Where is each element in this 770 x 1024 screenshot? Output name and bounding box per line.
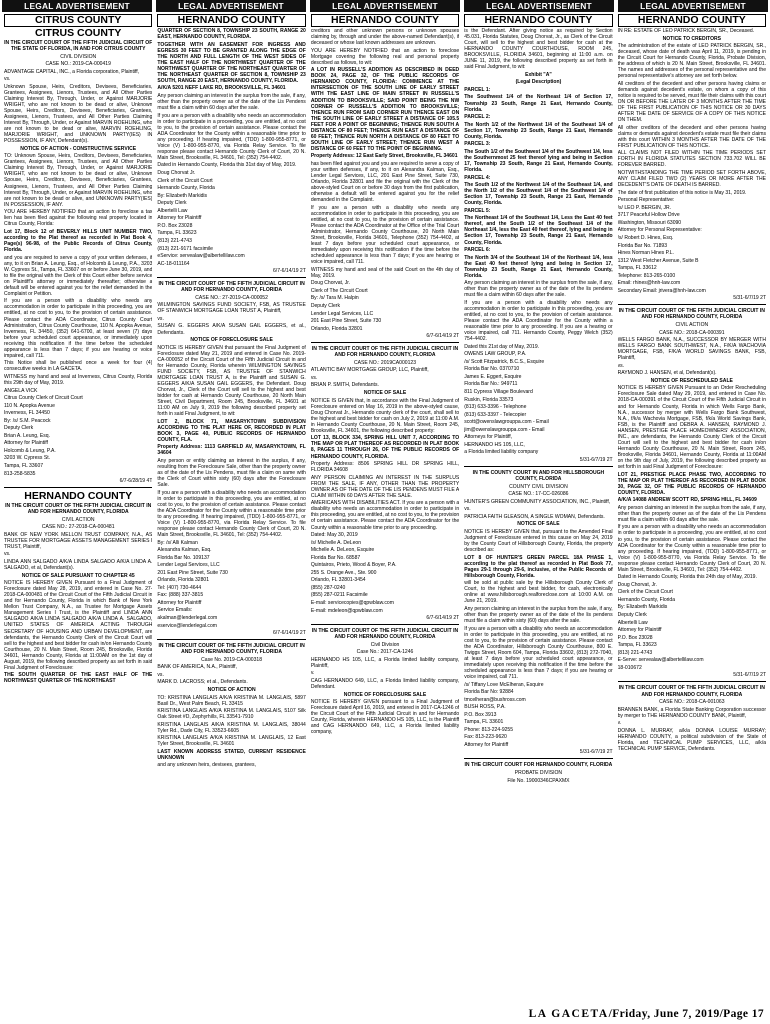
publication-dates: 6/7-6/14/19 2T [426,615,460,622]
signature-line: E-Serve: servealaw@albertellilaw.com [617,657,704,664]
signature-line: P.O. Box 23028 [157,222,193,229]
notice-paragraph: WITNESS my hand and seal at Inverness, Citrus County, Florida this 29th day of May, 2019. [4,373,153,386]
legal-description: Property Address: 1113 GARFIELD AV, MASARYKTOWN, FL 34604 [157,444,306,457]
notice-heading: IN THE CIRCUIT COURT OF THE FIFTH JUDICIAL CIRCUIT OF THE STATE OF FLORIDA, IN AND FOR CITRUS COUNTY [4,40,153,53]
legal-description: LOT 13, BLOCK 334, SPRING HILL UNIT 7, ACCORDING TO THE MAP OR PLAT THEREOF AS RECORDED IN PLAT BOOK 8, PAGES 11 THROUGH 26, OF THE PUBLIC RECORDS OF HERNANDO COUNTY, FLORIDA. [310,435,460,460]
notice-paragraph: YOU ARE HEREBY NOTIFIED that an action to foreclose Mortgage covering the following real and personal property described as follows, to wit: [310,47,460,66]
notice-heading: NOTICE OF SALE [517,521,560,528]
signature-line: By: /s/ Alli Kalman [157,539,198,546]
notice-paragraph: WILMINGTON SAVINGS FUND SOCIETY, FSB, AS TRUSTEE OF STANWICH MORTGAGE LOAN TRUST A, Plaintiff, [157,302,306,315]
signature-line: By: Elizabeth Markidis [157,192,208,199]
notice-paragraph: WITNESS my hand and seal of the said Court on the 4th day of May, 2019. [310,266,460,279]
notice-heading: NOTICE OF ACTION - CONSTRUCTIVE SERVICE [20,145,137,152]
notice-paragraph: Dated this 21st day of May, 2019. [464,343,540,350]
signature-line: (813) 221-4743 [157,237,192,244]
signature-line: P.O. Box 23028 [617,634,653,641]
signature-line: 255 S. Orange Ave., Ste. 900 [310,569,377,576]
legal-description: LOT 8 OF HUNTER'S GREEN PARCEL 18A PHASE 1, according to the plat thereof as recorded in Plat Book 77, Pages 29-1 through 29-6, inclusive, of the Public Records of Hillsborough County, Florida. [464,554,613,579]
notice-paragraph: and any unknown heirs, devisees, grantees, [157,762,256,769]
case-info: Case No. 2019-CA-000318 [201,656,263,663]
signature-line: Florida Bar No. 68587 [310,554,361,561]
legal-description: QUARTER OF SECTION 8, TOWNSHIP 23 SOUTH, RANGE 20 EAST, HERNANDO COUNTY, FLORIDA. [157,28,306,41]
case-info: CASE NO.: 2019CA000123 [354,359,417,366]
notice-heading: IN THE CIRCUIT COURT FOR HERNANDO COUNTY, FLORIDA [464,762,613,769]
case-info: CIVIL ACTION [675,321,709,328]
notice-divider [618,304,766,305]
signature-line: (813) 633-3396 - Telephone [464,404,527,411]
notice-paragraph: KRISTINA LANGLAIS A/K/A KRISTINA M. LANGLAIS, 38044 Tyler Rd., Dade City, FL 33523-6605 [157,721,306,734]
notice-divider [618,681,766,682]
notice-heading: IN THE CIRCUIT COURT OF THE FIFTH JUDICIAL CIRCUIT IN AND FOR HERNANDO COUNTY, FLORIDA [311,346,459,359]
signature-line: E-mail: servicecopies@qpwblaw.com [310,599,394,606]
notice-paragraph: creditors and other unknown persons or unknown spouses claiming by, through and under the above-named Defendant(s), if deceased or whose last known addresses are unknown. [310,28,460,47]
notice-paragraph: If you are a person with a disability who needs an accommodation in order to participate in a proceeding, you are entitled, at no cost to you, to the provision of certain assistance. Please contact the ADA Coordinator for the County within a reasonable time prior to any proceeding. If hearing impaired, (TDD) 1-800-955-8771, or Voice (V) 1-800-955-8770, via Florida Relay Service. To file response please contact Hernando County Clerk of Court, 20 N. Main Street, Brooksville, FL 34601, Tel: (352) 754-4402. [617,524,767,573]
notice-paragraph: TO: Unknown Spouse, Heirs, Creditors, Devisees, Beneficiaries, Grantees, Assignees, Lienors, Trustees, and All Other Parties Claiming Interest By, Through, Under, or Against MARJORIE WRIGHT, who are not known to be dead or alive, Unknown Spouse, Heirs, Creditors, Devisees, Beneficiaries, Grantees, Assignees, Lienors, Trustees, and All Other Parties Claiming Interest By, Through, Under, or Against MARVIN ROEHLING, who are not known to be dead or alive, and UNKNOWN PARTY(IES) IN POSSESSION, IF ANY. [4,153,153,208]
notice-divider [157,639,305,640]
notice-paragraph: vs. [310,374,318,381]
notice-paragraph: v. [310,670,315,677]
case-info: CASE NO.: 2019-CA-000419 [45,61,111,68]
signature-line: Attorney for Plaintiff [4,440,48,447]
legal-description: PARCEL 1: [464,86,491,93]
signature-line: Ruskin, Florida 33573 [464,396,514,403]
footer-date-page: /Friday, June 7, 2019/Page 17 [608,1008,764,1020]
signature-line: Fax: (888) 337-3815 [157,592,204,599]
notice-paragraph: If you are a person with a disability who needs an accommodation in order to participate in this proceeding, you are entitled, at no cost to you, to the provision of certain assistance. Please contact the ADA Coordinator for the County within a reasonable time prior to any proceeding. If hearing impaired, (TDD) 1-800-955-8771, or Voice (V) 1-800-955-8770, via Florida Relay Service. To file response please contact Hernando County Clerk of Court, 20 N. Main Street, Brooksville, FL 34601, Tel: (352) 754-4402. [157,489,306,539]
case-info: CASE NO.: 27-2018-CA-000481 [41,524,115,531]
legal-description: LOT 2, BLOCK 71, MASARYKTOWN SUBDIVISION ACCORDING TO THE PLAT HERE OF, RECORDED IN PLAT BOOK 3, PAGE 40, PUBLIC RECORDS OF HERNANDO COUNTY, FLA. [157,418,306,443]
signature-line: Hines Norman Hines P.L. [617,250,674,257]
notice-heading: NOTICE OF SALE PURSUANT TO CHAPTER 45 [21,572,135,579]
notice-divider [311,342,459,343]
signature-line: Deputy Clerk [157,200,187,207]
legal-description: Lot 17, Block 12 of BEVERLY HILLS UNIT NUMBER TWO, according to the Plat thereof as recorded in Plat Book 4, Page(s) 96-98, of the Public Records of Citrus County, Florida. [4,228,153,253]
legal-description: The Northeast 1/4 of the Southeast 1/4, Less the East 40 feet thereof, and the South 1/2 of the Southeast 1/4 of the Northeast 1/4, less the East 40 feet thereof, lying and being in Section 17, Township 23 South, Range 21 East, Hernando County, Florida. [464,215,613,246]
case-info: Case No.: 2017-CA-1246 [356,649,414,656]
signature-line: 201 East Pine Street, Suite 730 [310,318,382,325]
notice-paragraph: and you are required to serve a copy of your written defenses, if any, to it on Brian A. Leung, Esq., of Holcomb & Leung, P.A., 3203 W. Cypress St., Tampa, FL 33607 on or before June 30, 2019, and to file the original with the Clerk of this Court either before service on Plaintiff's attorney or immediately thereafter; otherwise a default will be entered against you for the relief demanded in the Complaint or Petition. [4,254,153,297]
signature-line: HERNANDO HS 105, LLC, [464,441,525,448]
publication-dates: 5/31-6/7/19 2T [579,456,613,463]
signature-line: eService: servealaw@albertellilaw.com [157,253,245,260]
county-heading: CITRUS COUNTY [35,27,122,39]
notice-heading: NOTICE OF RESCHEDULED SALE [650,377,733,384]
notice-paragraph: BRIAN P. SMITH, Defendants. [310,382,379,389]
notice-heading: NOTICE OF FORECLOSURE SALE [190,337,273,344]
notice-divider [311,624,459,625]
signature-line: Attorney for Plaintiff [157,215,202,222]
case-info: CIVIL DIVISION [60,53,97,60]
signature-line: Tampa, FL 33612 [617,265,657,272]
notice-paragraph: CAG HERNANDO 649, LLC, a Florida limited liability company, Defendant. [310,677,460,690]
notice-paragraph: NOTICE IS HEREBY GIVEN Pursuant to a Final Judgment of Foreclosure dated May 28, 2019, and entered in Case No. 27-2018-CA-000481 of the Circuit Court of the Fifth Judicial Circuit in and for Hernando County, Florida in which Bank of New York Mellon Trust Company, N.A., as Trustee for Mortgage Assets Management Series I Trust, is the Plaintiff and LINDA ANN SALGADO A/K/A LINDA SALGADO A/K/A LINDA A. SALGADO, UNITED STATES OF AMERICA ACTING THROUGH SECRETARY OF HOUSING AND URBAN DEVELOPMENT, are defendants, the Hernando County Clerk of the Circuit Court will sell to the highest and best bidder for cash in/on Hernando County Courthouse, 20 N. Main Street, Room 245, Brooksville, Florida 34601, Hernando County, Florida at 11:00AM on the 1st day of August, 2019, the following described property as set forth in said Final Judgment of Foreclosure: [4,580,153,671]
signature-line: Florida Bar No. 0370710 [464,366,520,373]
columns [0,14,770,1004]
signature-line: James E. Eggert, Esquire [464,373,522,380]
signature-line: Service Emails: [157,607,193,614]
notice-paragraph: KRISTINA LANGLAIS A/K/A KRISTINA M. LANGLAIS, 5107 Silk Oak Street #D, Zephyrhills, FL 33541-7910 [157,708,306,721]
notice-paragraph: vs. [157,315,164,322]
signature-line: Tampa, FL 33601 [464,719,504,726]
case-info: CASE NO.: 27-2019-CA-000052 [195,294,268,301]
notice-paragraph: Unknown Spouse, Heirs, Creditors, Devisees, Beneficiaries, Grantees, Assignees, Lienors, Trustees, and All Other Parties Claiming Interest By, Through, Under, or Against MARJORIE WRIGHT, who are not known to be dead or alive, Unknown Spouse, Heirs, Creditors, Devisees, Beneficiaries, Grantees, Assignees, Lienors, Trustees, and All Other Parties Claiming Interest By, Through, Under, or Against MARVIN ROEHLING, who are not known to be dead or alive, MARVIN ROEHLING, MARJORIE WRIGHT, and UNKNOWN PARTY(IES) IN POSSESSION, IF ANY, Defendant(s). [4,83,153,145]
legal-description: The South 1/2 of the Northwest 1/4 of the Southeast 1/4, and the North 1/2 of the Southwest 1/4 of the Southwest 1/4 of Section 17, Township 23 South, Range 21 East, Hernando County, Florida. [464,182,613,207]
notice-heading: IN THE COUNTY COURT IN AND FOR HILLSBOROUGH COUNTY, FLORIDA [472,470,605,483]
legal-ad-header: LEGAL ADVERTISEMENT [618,0,768,12]
notice-heading: NOTICE OF SALE [363,390,407,397]
notice-heading: Exhibit "A" [525,71,552,78]
notice-paragraph: Any person claiming an interest in the surplus from the sale, if any, other than the property owner as of the date of the lis pendens must file a claim within sixty (60) days after the sale. [464,605,613,625]
signature-line: Holcomb & Leung, P.A. [4,447,56,454]
column-1 [4,14,152,1004]
signature-line: (855) 287-0211 Facsimile [310,592,368,599]
notice-paragraph: is the Defendant. After giving notice as required by Section 45.031, Florida Statutes, Doug Chorvat, Jr., as Clerk of the Circuit Court, will sell to the highest and best bidder for cash at the HERNANDO COUNTY COURTHOUSE, ROOM 245, BROOKSVILLE, FLORIDA 34601, beginning at 11:00 a.m. on JUNE 11, 2019, the following described property as set forth in said Final Judgment, to wit: [464,28,613,71]
notice-paragraph: HERNANDO HS 105, LLC, a Florida limited liability company, Plaintiff, [310,656,460,669]
signature-line: 1312 West Fletcher Avenue, Suite B [617,257,699,264]
notice-paragraph: KRISTINA LANGLAIS A/K/A KRISTINA M. LANGLAIS, 12 East Tyler Street, Brooksville, FL 34601 [157,735,306,748]
signature-line: Attorney for Plaintiff [464,741,509,748]
signature-line: Clerk of the Circuit Court [617,589,673,596]
notice-paragraph: vs. [157,671,164,678]
signature-line: /s/ Scott Fitzpatrick, B.C.S., Esquire [464,358,545,365]
case-info: COUNTY CIVIL DIVISION [509,483,568,490]
column-4 [464,14,612,1004]
notice-heading: IN THE CIRCUIT COURT OF THE FIFTH JUDICIAL CIRCUIT IN AND FOR HERNANDO COUNTY, FLORIDA [5,503,152,516]
notice-paragraph: If you are a person with a disability who needs any accommodation in order to participate in this proceeding, you are entitled, at no cost to you, to the provision of certain assistance. Please contact the ADA Coordinator, Citrus County Court Administration, Citrus County Courthouse, 110 N. Apopka Avenue, Inverness, FL 34450, (352) 641-6700, at least seven (7) days before your scheduled court appearance, or immediately upon receiving this notification if the time before the scheduled appearance is less than 7 days; if you are hearing or voice impaired, call 711. [4,298,153,359]
notice-paragraph: will be sold at public sale by the Hillsborough County Clerk of Court, to the highest and best bidder, for cash, electronically online at www.hillsborough.realforeclose.com at 10:00 A.M. on June 21, 2019. [464,580,613,605]
signature-line: akalman@lenderlegal.com [157,615,218,622]
signature-line: Attorneys for Plaintiff, [464,434,513,441]
notice-paragraph: ATLANTIC BAY MORTGAGE GROUP, LLC, Plaintiff, [310,367,429,374]
notice-divider [464,758,612,759]
notice-paragraph: NOTICE IS HEREBY GIVEN that pursuant the Final Judgment of Foreclosure dated May 21, 2019 and entered in Case No. 2019-CA-000052 of the Circuit Court of the Fifth Judicial Circuit in and for Hernando County, Florida wherein WILMINGTON SAVINGS FUND SOCIETY, FSB, AS TRUSTEE OF STANWICH MORTGAGE LOAN TRUST A, is the Plaintiff and SUSAN G. EGGERS A/K/A SUSAN GAIL EGGERS, the Defendant. Doug Chorvat, Jr., Clerk of the Court will sell to the highest and best bidder for cash at Hernando County Courthouse, 20 North Main Street, Civil Department, Room 245, Brooksville, FL 34601 at 11:00 AM on July 9, 2019 the following described property set forth in said Final Judgment, to wit: [157,344,306,418]
county-heading: CITRUS COUNTY [4,14,152,27]
case-info: CASE NO.: 17-CC-026086 [508,491,569,498]
signature-line: Clerk of the Circuit Court [157,177,213,184]
notice-paragraph: The date of first publication of this notice is May 31, 2019. [617,189,747,196]
notice-paragraph: SUSAN G. EGGERS A/K/A SUSAN GAIL EGGERS, et al., Defendants. [157,323,306,336]
signature-line: Albertelli Law [617,619,648,626]
signature-line: Email: rhines@hnh-law.com [617,280,681,287]
signature-line: Tampa, FL 33607 [4,463,44,469]
signature-line: jim@owenslawgrouppa.com - Email [464,426,545,433]
notice-paragraph: The administration of the estate of LEO PATRICK BERGIN, SR., deceased, whose date of death was April 11, 2019, is pending in the Circuit Court for Hernando County, Florida, Probate Division, the address of which is 20 N. Main Street, Brooksville, FL 34601. The names and addresses of the personal representative and the personal representative's attorney are set forth below. [617,43,767,80]
signature-line: Attorney for Personal Representative: [617,227,702,234]
notice-paragraph: This Notice shall be published once a week for four (4) consecutive weeks in LA GACETA. [4,360,153,373]
notice-paragraph: has been filed against you and you are required to serve a copy of your written defenses, if any, to it on Alexandra Kalman, Esq., Lender Legal Services, LLC, 201 East Pine Street, Suite 730, Orlando, Florida 32801 and file the original with the Clerk of the above-styled Court on or before 30 days from the first publication, otherwise a default will be entered against you for the relief demanded in the Complaint. [310,160,460,204]
signature-line: Telephone: 813-265-0100 [617,272,676,279]
signature-line: scott@owenslawgrouppa.com - Email [464,419,549,426]
signature-line: Fax: 813-223-9620 [464,734,507,741]
notice-paragraph: vs. [464,506,471,513]
notice-paragraph: NOTWITHSTANDING THE TIME PERIOD SET FORTH ABOVE, ANY CLAIM FILED TWO (2) YEARS OR MORE AFTER THE DECEDENT'S DATE OF DEATH IS BARRED. [617,170,767,189]
signature-line: Tel: (407) 730-4644 [157,584,202,591]
legal-description: LAST KNOWN ADDRESS STATED, CURRENT RESIDENCE UNKNOWN [157,748,306,761]
notice-paragraph: Any person claiming an interest in the surplus from the sale, if any, other than the property owner as of the date of the lis pendens must file a claim within 60 days after the sale. [464,280,613,299]
publication-dates: 6/7-6/14/19 2T [272,630,306,637]
signature-line: /s/ LEO P. BERGIN, JR. [617,204,672,211]
signature-line: /s/ Robert D. Hines, Esq. [617,234,674,241]
notice-paragraph: RAYMOND J. HANSEN, et al, Defendant(s). [617,370,717,377]
signature-line: Secondary Email: jrivera@hnh-law.com [617,287,706,294]
notice-paragraph: NOTICE IS GIVEN that, in accordance with the Final Judgment of Foreclosure entered on May 16, 2019 in the above-styled cause, Doug Chorvat Jr., Hernando county clerk of the court, shall sell to the highest and best bidder for cash on July 2, 2019 at 11:00 A.M. in Hernando County Courthouse, 20 N. Main Street, Room 245, Brooksville, FL 34601, the following described property: [310,397,460,434]
county-heading: HERNANDO COUNTY [24,490,133,503]
signature-line: Doug Chorvat, Jr. [617,581,657,588]
legal-description: PARCEL 3: [464,141,491,148]
signature-line: Personal Representative: [617,197,675,204]
legal-description: The North 3/4 of the Southeast 1/4 of the Northeast 1/4, less the East 40 feet thereof lying and being in Section 17, Township 23 South, Range 21 East, Hernando County, Florida. [464,254,613,279]
signature-line: 3203 W. Cypress St. [4,455,51,462]
legal-description: PARCEL 4: [464,174,491,181]
signature-line: Attorney for Plaintiff [617,627,662,634]
legal-description: A LOT IN RUSSELL'S ADDITION AS DESCRIBED IN DEED BOOK 24, PAGE 32, OF THE PUBLIC RECORDS OF HERNANDO COUNTY, FLORIDA: COMMENCE AT THE INTERSECTION OF THE SOUTH LINE OF EARLY STREET WITH THE EAST LINE OF MAIN STREET IN RUSSELL'S ADDITION TO BROOKSVILLE; SAID POINT BEING THE NW CORNER OF RUSSELL'S ADDITION TO BROOKSVILLE; THENCE RUN FROM SAID CORNER RUN THENCE EAST ON THE SOUTH LINE OF EARLY STREET A DISTANCE OF 105.5 FEET FOR A POINT OF BEGINNING; THENCE RUN SOUTH A DISTANCE OF 80 FEET; THENCE RUN EAST A DISTANCE OF 60 FEET; THENCE RUN NORTH A DISTANCE OF 80 FEET TO SOUTH LINE OF EARLY STREET; THENCE RUN WEST A DISTANCE OF 60 FEET TO THE POINT OF BEGINNING. [310,67,460,152]
county-heading: HERNANDO COUNTY [464,14,612,27]
signature-line: 110 N. Apopka Avenue [4,402,55,409]
signature-line: Lender Legal Services, LLC [310,310,374,317]
notice-heading: IN THE CIRCUIT COURT OF THE FIFTH JUDICIAL CIRCUIT IN AND FOR HERNANDO COUNTY, FLORIDA [618,685,765,698]
column-2 [157,14,305,1004]
notice-paragraph: vs. [4,76,11,83]
legal-description: Property Address: 12 East Early Street, Brooksville, FL 34601 [310,153,458,160]
signature-line: Washington, Missouri 63090 [617,219,682,226]
legal-description: LOT 21, PRESTIGE PLACE PHASE TWO, ACCORDING TO THE MAP OR PLAT THEREOF AS RECORDED IN PLAT BOOK 30, PAGE 32, OF THE PUBLIC RECORDS OF HERNANDO COUNTY, FLORIDA. [617,471,767,496]
signature-line: Hernando County, Florida [617,596,676,603]
signature-line: Attorney for Plaintiff [157,599,202,606]
publication-dates: 6/7-6/14/19 2T [272,268,306,275]
notice-heading: IN THE CIRCUIT COURT OF THE FIFTH JUDICIAL CIRCUIT IN AND FOR HERNANDO COUNTY, FLORIDA [158,643,305,656]
notice-heading: IN THE CIRCUIT COURT OF THE FIFTH JUDICIAL CIRCUIT IN AND FOR HERNANDO COUNTY, FLORIDA [158,281,305,294]
case-info: File No. 19000346CPAXMX [507,777,570,784]
signature-line: Deputy Clerk [4,425,34,432]
legal-ad-header: LEGAL ADVERTISEMENT [310,0,460,12]
signature-line: eservice@lenderlegal.com [157,622,217,629]
signature-line: Florida Bar No: 92884 [464,689,514,696]
notice-paragraph: BANK OF AMERICA, N.A., Plaintiff, [157,664,237,671]
signature-line: E-mail: mdeleon@qpwblaw.com [310,607,383,614]
notice-heading: NOTICE OF ACTION [207,686,256,693]
legal-description: A/K/A 14088 ANDREW SCOTT RD, SPRING HILL, FL 34609 [617,497,757,504]
notice-paragraph: Dated in Hernando County, Florida this 31st day of May, 2019. [157,162,297,169]
publication-dates: 5/31-6/7/19 2T [579,749,613,756]
signature-line: Deputy Clerk [310,303,340,310]
signature-line: tmcelheran@bushross.com [464,696,526,703]
legal-description: A/K/A 5201 NEFF LAKE RD, BROOKSVILLE, FL 34601 [157,85,286,92]
signature-line: 18-010672 [617,664,642,671]
notice-paragraph: HUNTER'S GREEN COMMUNITY ASSOCIATION, INC., Plaintiff, [464,498,611,505]
signature-line: By: Elizabeth Markidis [617,604,668,611]
notice-paragraph: BANK OF NEW YORK MELLON TRUST COMPANY, N.A., AS TRUSTEE FOR MORTGAGE ASSETS MANAGEMENT SERIES I TRUST, Plaintiff, [4,531,153,550]
signature-line: (813) 221-9171 facsimile [157,245,213,252]
notice-paragraph: v. [617,720,622,727]
legal-description: PARCEL 6: [464,247,491,254]
signature-line: P.O. Box 3913 [464,711,497,718]
case-info: CIVIL ACTION [61,516,95,523]
publication-dates: 6/7-6/28/19 4T [119,478,153,485]
column-5 [618,14,766,1004]
notice-paragraph: Dated in Hernando County, Florida this 24th day of May, 2019. [617,574,757,581]
signature-line: OWENS LAW GROUP, P.A. [464,351,527,358]
case-info: PROBATE DIVISION [514,770,563,777]
signature-line: Brian A. Leung, Esq. [4,432,51,439]
legal-description: PARCEL 2: [464,114,491,121]
signature-line: Citrus County Clerk of Circuit Court [4,395,83,402]
signature-line: 201 East Pine Street, Suite 730 [157,569,228,576]
legal-description: TOGETHER WITH AN EASEMENT FOR INGRESS AND EGRESS 30 FEET TO BE GRANTED ALONG THE EDGE OF THE NORTH AND FULL LENGTH OF THE WEST SIDES OF THE EAST HALF OF THE NORTHWEST QUARTER OF THE NORTHWEST QUARTER OF THE NORTHEAST QUARTER OF THE NORTHEAST QUARTER OF SECTION 8, TOWNSHIP 23 SOUTH, RANGE 20 EAST, HERNANDO COUNTY, FLORIDA. [157,41,306,84]
publication-dates: 5/31-6/7/19 2T [733,672,767,679]
legal-description: The Southwest 1/4 of the Northeast 1/4 of Section 17, Township 23 South, Range 21 East, Hernando County, Florida. [464,94,613,113]
notice-paragraph: Any person or entity claiming an interest in the surplus, if any, resulting from the Foreclosure Sale, other than the property owner as of the date of the Lis Pendens, must file a claim on same with the Clerk of Court within sixty (60) days after the Foreclosure Sale. [157,457,306,489]
signature-line: (813) 633-3397 - Telecopier [464,411,527,418]
notice-paragraph: DONNA L. MURRAY, a/k/a DONNA LOUISE MURRAY; HERNANDO COUNTY, a political subdivision of the State of Florida, and TECHNICAL PUMP SERVICES, LLC, a/k/a TECHNICAL PUMP SERVICE, Defendants. [617,727,767,752]
signature-line: (813) 221-4743 [617,649,653,656]
legal-description: PARCEL 5: [464,207,491,214]
column-3 [311,14,459,1004]
notice-paragraph: ADVANTAGE CAPITAL, INC., a Florida corporation, Plaintiff, [4,68,140,75]
signature-line: By: /s/ Tara M. Halpin [310,295,359,302]
signature-line: AC-18-011164 [157,260,190,267]
signature-line: ANGELA VICK [4,387,38,394]
signature-line: Albertelli Law [157,207,188,214]
notice-paragraph: vs. [4,551,11,558]
notice-heading: NOTICE TO CREDITORS [662,35,722,42]
legal-ad-header: LEGAL ADVERTISEMENT [464,0,614,12]
signature-line: BUSH ROSS, P.A. [464,704,506,711]
notice-heading: (Legal Description) [515,79,562,86]
notice-paragraph: NOTICE IS HEREBY GIVEN pursuant to a Final Judgment of Foreclosure dated April 16, 2019, and entered in 2017-CA-1246 of the Circuit Court of the Fifth Judicial Circuit in and for Hernando County, Florida, wherein HERNANDO HS 105, LLC, is the Plaintiff and CAG HERNANDO 649, LLC, a Florida limited liability company, [310,699,460,736]
notice-paragraph: NOTICE IS HEREBY GIVEN that, pursuant to the Amended Final Judgment of Foreclosure entered in this cause on May 24, 2019 by the County Court of Hillsborough County, Florida, the property described as: [464,528,613,554]
notice-heading: IN THE CIRCUIT COURT OF THE FIFTH JUDICIAL CIRCUIT IN AND FOR HERNANDO COUNTY, FLORIDA [311,628,459,641]
notice-divider [4,487,152,488]
signature-line: Florida Bar No.: 949711 [464,381,518,388]
county-heading: HERNANDO COUNTY [157,14,305,27]
header-row [0,0,770,12]
newspaper-name: LA GACETA [528,1008,609,1020]
signature-line: Orlando, Florida 32801 [310,325,363,332]
signature-line: Clerk of The Circuit Court [310,287,368,294]
legal-description: The North 1/2 of the Northwest 1/4 of the Southeast 1/4 of Section 17, Township 23 South, Range 21 East, Hernando County, Florida. [464,121,613,140]
signature-line: Orlando, Florida 32801 [157,577,210,584]
signature-line: Florida Bar No. 109137 [157,554,210,561]
notice-paragraph: vs. [617,362,625,369]
notice-divider [157,277,305,278]
signature-line: Orlando, FL 32801-3454 [310,577,366,584]
signature-line: /s/ Tiffany Love McElheran, Esquire [464,681,544,688]
publication-dates: 6/7-6/14/19 2T [426,333,460,340]
legal-description: The South 1/2 of the Southwest 1/4 of the Southwest 1/4, less the Southernmost 25 feet thereof lying and being in Section 17, Township 23 South, Range 21 East, Hernando County, Florida. [464,148,613,173]
page-footer [529,1008,764,1020]
notice-paragraph: NOTICE IS HEREBY GIVEN Pursuant to an Order Rescheduling Foreclosure Sale dated May 29, 2019, and entered in Case No. 2018-CA-000391 of the Circuit Court of the Fifth Judicial Circuit in and for Hernando County, Florida in which Wells Fargo Bank, N.A., successor by merger with Wells Fargo Bank Southwest, N.A., f/k/a Wachovia Mortgage, FSB, f/k/a World Savings Bank, FSB, is the Plaintiff and DEBRA A. HANSEN, RAYMOND J. HANSEN, PRESTIGE PLACE HOMEOWNERS' ASSOCIATION, INC., are defendants, the Hernando County Clerk of the Circuit Court will sell to the highest and best bidder for cash in/on Hernando County Courthouse, 20 N. Main Street, Room 245, Brooksville, Florida 34601, Hernando County, Florida at 11:00AM on the 9th day of July, 2019, the following described property as set forth in said Final Judgment of Foreclosure: [617,385,767,470]
notice-paragraph: If you are a person with a disability who needs an accommodation in order to participate in this proceeding, you are entitled, at no cost to you, to the provision of certain assistance. Please contact the ADA Coordinator, Hillsborough County Courthouse, 800 E. Twiggs Street, Room 604, Tampa, Florida 33602, (813) 272-7040, at least 7 days before your scheduled court appearance, or immediately upon receiving this notification if the time before the scheduled appearance is less than 7 days; if you are hearing or voice impaired, call 711. [464,625,613,680]
notice-paragraph: WELLS FARGO BANK, N.A., SUCCESSOR BY MERGER WITH WELLS FARGO BANK SOUTHWEST, N.A., F/K/A WACHOVIA MORTGAGE, FSB, F/K/A WORLD SAVINGS BANK, FSB, Plaintiff, [617,337,767,362]
signature-line: a Florida limited liability company [464,449,539,456]
notice-paragraph: If you are a person with a disability who needs any accommodation in order to participate in this proceeding, you are entitled, at no cost to you, to the provision of certain assistance. Please contact the ADA Coordinator for the County within a reasonable time prior to any proceeding. If you are a hearing or voice impaired, call 711. Hernando County, Peggy Welch (352) 754-4402. [464,299,613,343]
notice-paragraph: ALL CLAIMS NOT FILED WITHIN THE TIME PERIODS SET FORTH IN FLORIDA STATUTES SECTION 733.702 WILL BE FOREVER BARRED. [617,150,767,169]
notice-divider [464,466,612,467]
signature-line: Doug Chorvat, Jr. [310,280,351,287]
signature-line: Florida Bar No. 71893 [617,242,667,249]
signature-line: (855) 287-0240 [310,584,346,591]
signature-line: Quintairos, Prieto, Wood & Boyer, P.A. [310,562,397,569]
county-heading: HERNANDO COUNTY [311,14,459,27]
notice-paragraph: LINDA ANN SALGADO A/K/A LINDA SALGADO A/K/A LINDA A. SALGADO, et al, Defendant(s). [4,559,153,572]
signature-line: Michelle A. DeLeon, Esquire [310,547,375,554]
signature-line: 811 Cypress Village Boulevard [464,389,533,396]
signature-line: Tampa, FL 33623 [157,230,197,237]
notice-paragraph: All creditors of the decedent and other persons having claims or demands against decedent's estate, on whom a copy of this notice is required to be served, must file their claims with this court ON OR BEFORE THE LATER OF 3 MONTHS AFTER THE TIME OF THE FIRST PUBLICATION OF THIS NOTICE OR 30 DAYS AFTER THE DATE OF SERVICE OF A COPY OF THIS NOTICE ON THEM. [617,80,767,124]
notice-paragraph: If you are a person with a disability who needs any accommodation in order to participate in this proceeding, you are entitled, at no cost to you, to the provision of certain assistance. Please contact the ADA Coordinator at the Office of the Trial Court Administrator, Hernando County Courthouse, 20 North Main Street, Brooksville, Florida 34601, Telephone (352) 754-4402, at least 7 days before your scheduled court appearance, or immediately upon receiving this notification if the time before the scheduled appearance is less than 7 days; if you are hearing or voice impaired, call 711. [310,204,460,266]
signature-line: 3717 Peaceful Hollow Drive [617,212,680,219]
notice-paragraph: Any person claiming an interest in the surplus from the sale, if any, other than the property owner as of the date of the Lis Pendens must file a claim within 60 days after the sale. [617,504,767,523]
publication-dates: 5/31-6/7/19 2T [733,295,767,302]
notice-paragraph: If you are a person with a disability who needs an accommodation in order to participate in a proceeding, you are entitled, at no cost to you, to the provision of certain assistance. Please contact the ADA Coordinator for the County within a reasonable time prior to any proceeding. If hearing impaired, (TDD) 1-800-955-8771, or Voice (V) 1-800-955-8770, via Florida Relay Service. To file response please contact Hernando County Clerk of Court, 20 N. Main Street, Brooksville, FL 34601, Tel: (352) 754-4402. [157,112,306,161]
notice-paragraph: Property Address: 8506 SPRING HILL DR SPRING HILL, FLORIDA 34608 [310,461,460,474]
legal-ad-header: LEGAL ADVERTISEMENT [156,0,306,12]
notice-paragraph: YOU ARE HEREBY NOTIFIED that an action to foreclose a tax lien has been filed against the following real property located in Citrus County, Florida: [4,209,153,228]
signature-line: Deputy Clerk [617,612,647,619]
signature-line: 813-258-5835 [4,470,36,477]
notice-paragraph: All other creditors of the decedent and other persons having claims or demands against decedent's estate must file their claims with this court WITHIN 3 MONTHS AFTER THE DATE OF THE FIRST PUBLICATION OF THIS NOTICE. [617,124,767,149]
signature-line: Alexandra Kalman, Esq. [157,547,212,554]
notice-paragraph: Any person claiming an interest in the surplus from the sale, if any, other than the property owner as of the date of the Lis Pendens must file a claim within 60 days after the sale. [157,92,306,112]
notice-paragraph: PATRICIA FAITH GLEASON, A SINGLE WOMAN, Defendants. [464,513,605,520]
notice-paragraph: MARK D. LACROSS; et al., Defendants. [157,679,248,686]
signature-line: Tampa, FL 33623 [617,642,657,649]
signature-line: /s/ Michelle A. DeLeon [310,539,362,546]
legal-description: THE SOUTH QUARTER OF THE EAST HALF OF THE NORTHWEST QUARTER OF THE NORTHEAST [4,672,153,685]
notice-paragraph: Dated: May 30, 2019 [310,532,358,539]
notice-paragraph: ANY PERSON CLAIMING AN INTEREST IN THE SURPLUS FROM THE SALE, IF ANY, OTHER THAN THE PROPERTY OWNER AS OF THE DATE OF THE LIS PENDENS MUST FILE A CLAIM WITHIN 60 DAYS AFTER THE SALE. [310,474,460,499]
notice-paragraph: AMERICANS WITH DISABILITIES ACT. If you are a person with a disability who needs an accommodation in order to participate in this proceeding, you are entitled, at no cost to you, to the provision of certain assistance. Please contact the ADA Coordinator for the County within a reasonable time prior to any proceeding. [310,500,460,531]
notice-heading: IN THE CIRCUIT COURT OF THE FIFTH JUDICIAL CIRCUIT IN AND FOR HERNANDO COUNTY, FLORIDA [618,308,765,321]
signature-line: Phone: 813-224-9255 [464,726,514,733]
legal-ad-header: LEGAL ADVERTISEMENT [2,0,152,12]
notice-paragraph: TO: KRISTINA LANGLAIS A/K/A KRISTINA M. LANGLAIS, 5897 Basil Dr., West Palm Beach, FL 33415 [157,694,306,707]
signature-line: Lender Legal Services, LLC [157,562,220,569]
signature-line: Inverness, FL 34450 [4,410,50,417]
county-heading: HERNANDO COUNTY [618,14,766,27]
case-info: Civil Division [370,641,400,648]
notice-heading: NOTICE OF FORECLOSURE SALE [343,691,427,698]
signature-line: Doug Chorvat Jr. [157,170,196,177]
signature-line: By: /s/ S.M. Peacock [4,417,51,424]
signature-line: Hernando County, Florida [157,185,215,192]
notice-paragraph: IN RE: ESTATE OF LEO PATRICK BERGIN, SR., Deceased. [617,28,755,34]
case-info: CASE NO.: 2018-CA-001063 [659,699,725,706]
case-info: CASE NO.: 2018-CA-000391 [659,329,725,336]
notice-paragraph: BRANNEN BANK, a Florida State Banking Corporation successor by merger to THE HERNANDO COUNTY BANK, Plaintiff, [617,706,767,719]
